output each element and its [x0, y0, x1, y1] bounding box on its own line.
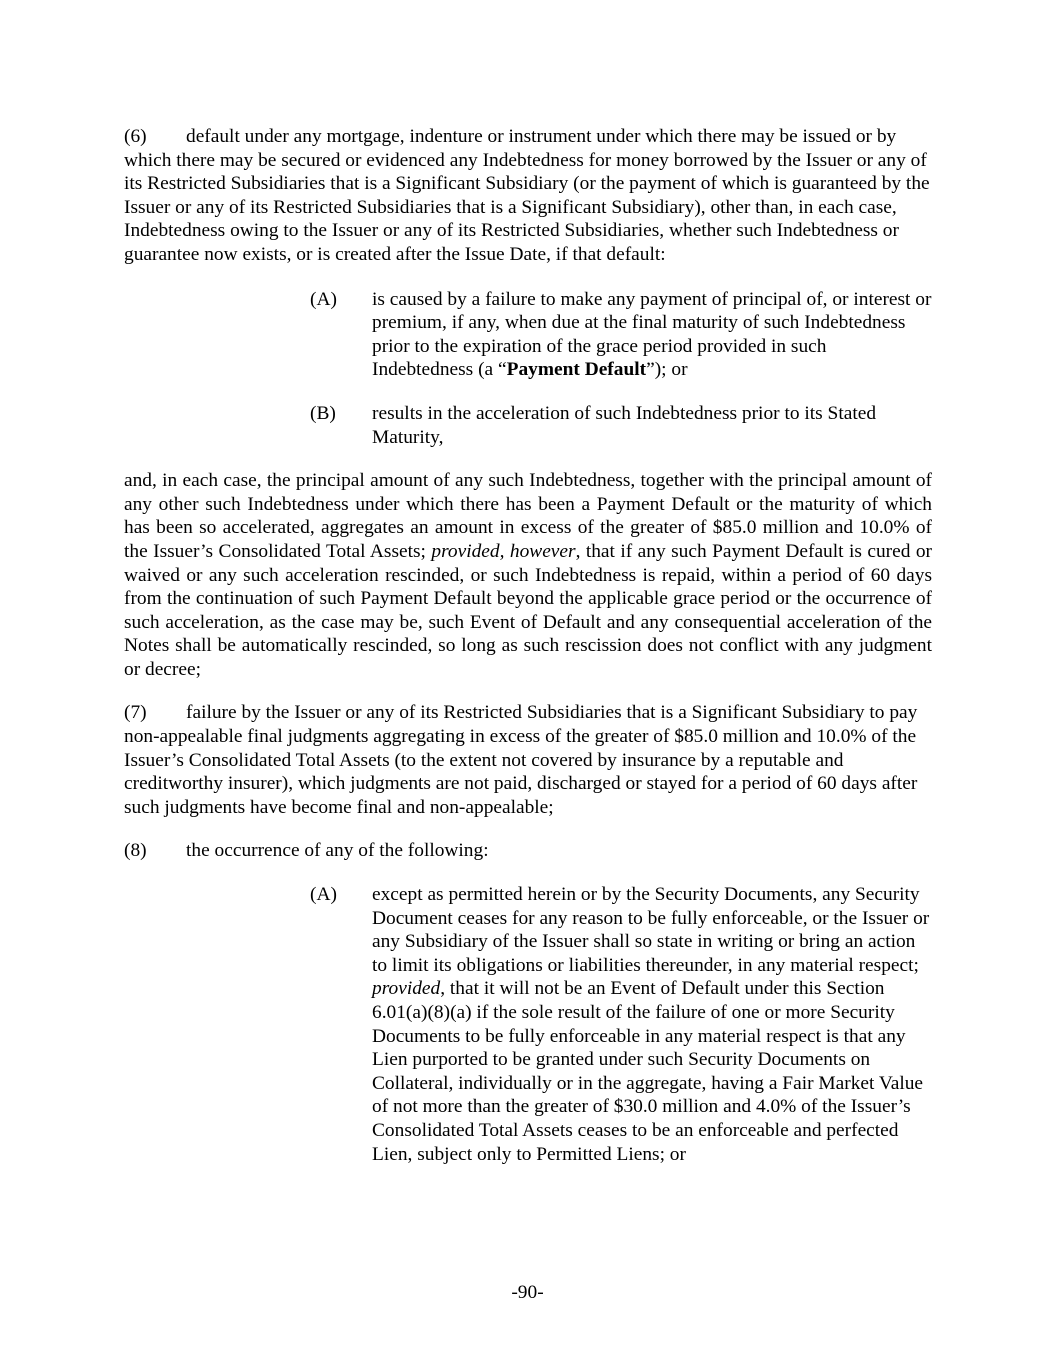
- section-6-item-a-text-after: ”); or: [646, 359, 688, 381]
- section-8-text: the occurrence of any of the following:: [186, 840, 489, 862]
- section-6-tail-after: , that if any such Payment Default is cured or waived or any such acceleration rescinded, or such Indebtedness is repaid, within a period of 60 days from the continuation of such Payment Default beyond the applicable grace period or the occurrence of such acceleration, as the case may be, such Event of Default and any consequential acceleration of the Notes shall be automatically rescinded, so long as such rescission does not conflict with any judgment or decree;: [124, 540, 933, 680]
- section-8-number: (8): [124, 840, 147, 862]
- section-8-item-a-text-before: except as permitted herein or by the Security Documents, any Security Document ceases for any reason to be fully enforceable, or the Issuer or any Subsidiary of the Issuer shall so state in writing or bring an action to limit its obligations or liabilities thereunder, in any material respect;: [372, 884, 930, 976]
- section-8-item-a: [310, 883, 932, 1166]
- section-6-item-a: [310, 288, 932, 382]
- section-8-item-a-label: (A): [310, 884, 337, 906]
- section-6-item-b: [310, 402, 932, 449]
- section-6-item-b-text: results in the acceleration of such Indebtedness prior to its Stated Maturity,: [372, 402, 877, 448]
- page-number: -90-: [511, 1282, 544, 1303]
- section-6-tail-before: and, in each case, the principal amount of any such Indebtedness, together with the principal amount of any other such Indebtedness under which there has been a Payment Default or the maturity of which has been so accelerated, aggregates an amount in excess of the greater of $85.0 million and 10.0% of the Issuer’s Consolidated Total Assets;: [124, 470, 932, 562]
- section-7-number: (7): [124, 702, 147, 724]
- document-page: [124, 125, 932, 1166]
- section-7: [124, 701, 932, 819]
- section-7-text: failure by the Issuer or any of its Restricted Subsidiaries that is a Significant Subsidiary to pay non-appealable final judgments aggregating in excess of the greater of $85.0 million and 10.0% of the Issuer’s Consolidated Total Assets (to the extent not covered by insurance by a reputable and creditworthy insurer), which judgments are not paid, discharged or stayed for a period of 60 days after such judgments have become final and non-appealable;: [124, 702, 918, 818]
- section-6-tail: [124, 469, 932, 681]
- section-6-number: (6): [124, 126, 147, 147]
- section-6-item-a-text-before: is caused by a failure to make any payment of principal of, or interest or premium, if any, when due at the final maturity of such Indebtedness prior to the expiration of the grace period provided in such Indebtedness (a “: [372, 288, 932, 381]
- payment-default-term: Payment Default: [506, 359, 647, 381]
- section-6-text: default under any mortgage, indenture or instrument under which there may be issued or by which there may be secured or evidenced any Indebtedness for money borrowed by the Issuer or any of its Restricted Subsidiaries that is a Significant Subsidiary (or the payment of which is guaranteed by the Issuer or any of its Restricted Subsidiaries that is a Significant Subsidiary), other than, in each case, Indebtedness owing to the Issuer or any of its Restricted Subsidiaries, whether such Indebtedness or guarantee now exists, or is created after the Issue Date, if that default:: [124, 126, 930, 265]
- section-8-item-a-italic: provided: [372, 978, 441, 1000]
- section-6-tail-italic: provided, however: [431, 540, 576, 562]
- section-8-item-a-text-after: , that it will not be an Event of Default under this Section 6.01(a)(8)(a) if the sole result of the failure of one or more Security Documents to be fully enforceable in any material respect is that any Lien purported to be granted under such Security Documents on Collateral, individually or in the aggregate, having a Fair Market Value of not more than the greater of $30.0 million and 4.0% of the Issuer’s Consolidated Total Assets ceases to be an enforceable and perfected Lien, subject only to Permitted Liens; or: [372, 978, 924, 1165]
- section-6-item-a-label: (A): [310, 288, 337, 310]
- section-6: [124, 125, 932, 267]
- section-8: [124, 839, 932, 863]
- section-6-item-b-label: (B): [310, 402, 336, 424]
